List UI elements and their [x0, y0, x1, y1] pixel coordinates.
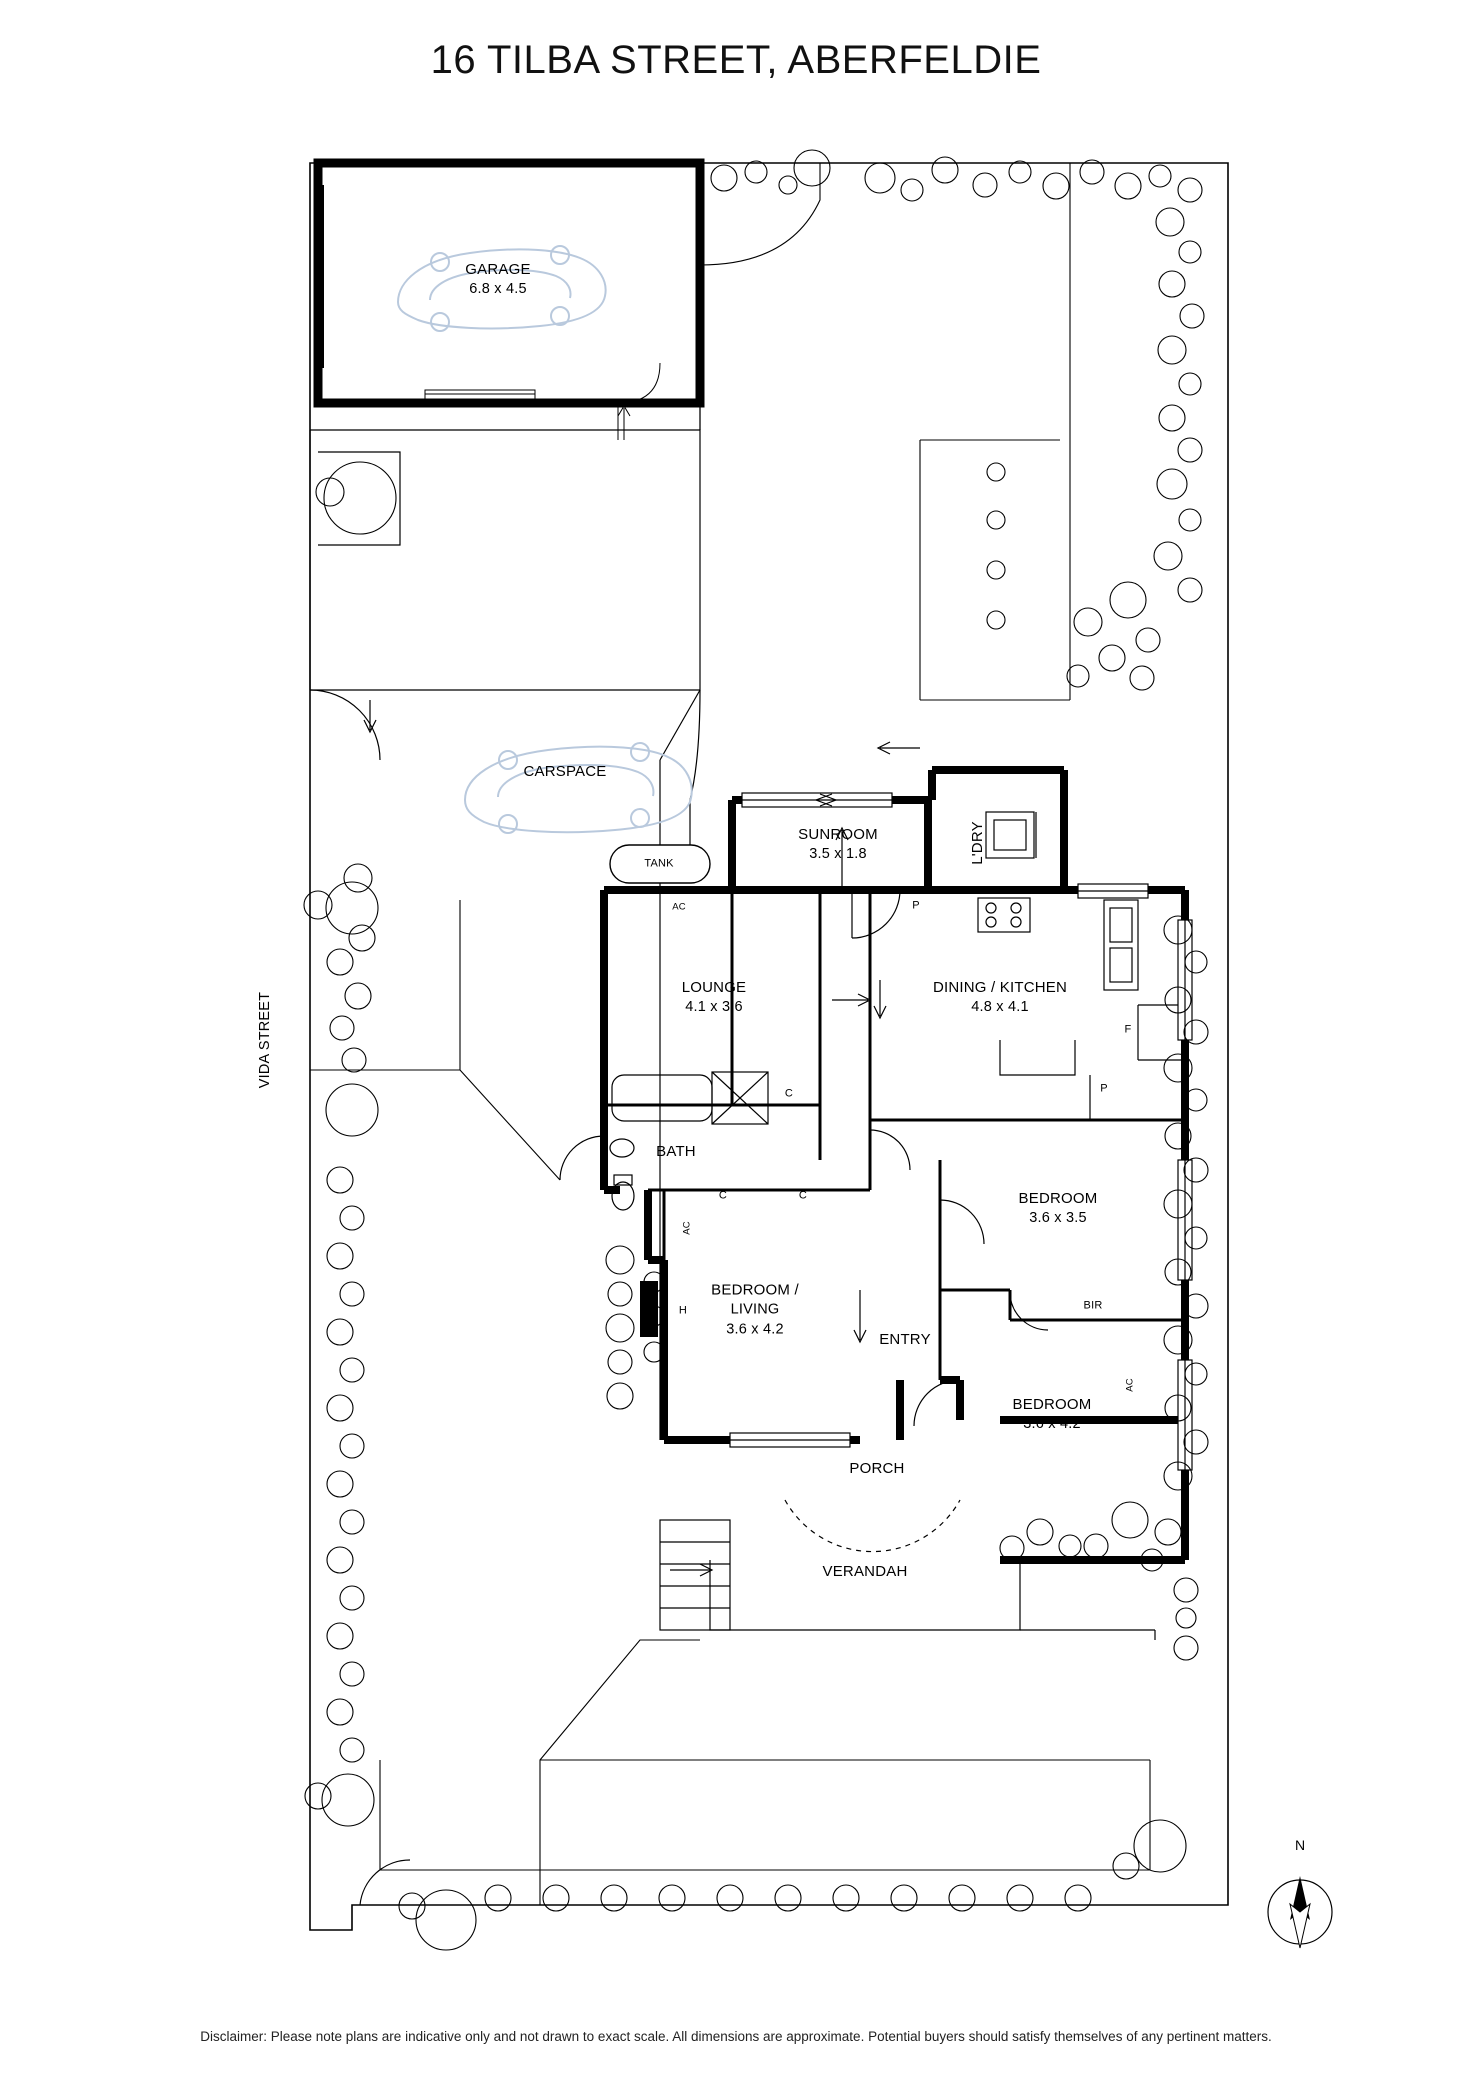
room-label-entry: ENTRY	[879, 1330, 931, 1348]
annotation-heater: H	[678, 1304, 688, 1317]
annotation-cupboard-2: C	[718, 1189, 728, 1202]
annotation-pantry-2: P	[1100, 1082, 1108, 1095]
disclaimer-text: Disclaimer: Please note plans are indicative only and not drawn to exact scale. All dimensions are approximate. Potential buyers should satisfy themselves of any pertinent matters.	[200, 2029, 1272, 2044]
annotation-ac-bedroom-2: AC	[1124, 1378, 1136, 1392]
room-label-bedroom-living: BEDROOM / LIVING 3.6 x 4.2	[711, 1281, 799, 1338]
room-label-bedroom-2: BEDROOM 3.6 x 4.2	[1012, 1396, 1092, 1433]
windows	[730, 793, 1192, 1470]
garage-structure	[318, 163, 700, 440]
interior-walls	[604, 890, 1185, 1440]
room-label-bedroom-1: BEDROOM 3.6 x 3.5	[1018, 1190, 1098, 1227]
street-label-vida-street: VIDA STREET	[257, 991, 274, 1089]
annotation-pantry-1: P	[912, 899, 920, 912]
laundry-fittings	[986, 812, 1036, 858]
annotation-fridge: F	[1124, 1023, 1132, 1036]
room-label-bath: BATH	[656, 1142, 696, 1160]
room-label-dining-kitchen: DINING / KITCHEN 4.8 x 4.1	[932, 979, 1068, 1016]
compass-rose	[1268, 1876, 1332, 1948]
annotation-cupboard-1: C	[784, 1087, 794, 1100]
site-boundary	[310, 163, 1228, 1930]
landscaping-shrubs	[304, 150, 1208, 1950]
front-steps	[660, 1520, 730, 1630]
room-label-carspace: CARSPACE	[523, 762, 607, 780]
heater-icon	[640, 1281, 658, 1337]
stepping-stones	[987, 463, 1005, 629]
carspace-car-icon	[465, 743, 692, 833]
room-label-sunroom: SUNROOM 3.5 x 1.8	[798, 826, 878, 863]
room-label-porch: PORCH	[849, 1459, 905, 1477]
room-label-garage: GARAGE 6.8 x 4.5	[465, 261, 531, 298]
verandah-outline	[710, 1560, 1155, 1640]
room-label-lounge: LOUNGE 4.1 x 3.6	[681, 979, 747, 1016]
annotation-built-in-robe: BIR	[1083, 1299, 1103, 1312]
garden-paths	[310, 163, 1150, 1905]
compass-north-label: N	[1294, 1837, 1306, 1853]
porch-arc	[785, 1500, 960, 1552]
annotation-cupboard-3: C	[798, 1189, 808, 1202]
room-label-laundry: L'DRY	[968, 821, 986, 865]
room-label-verandah: VERANDAH	[822, 1562, 908, 1580]
room-label-tank: TANK	[644, 857, 674, 870]
annotation-ac-lounge: AC	[672, 901, 686, 913]
page-title: 16 TILBA STREET, ABERFELDIE	[430, 38, 1042, 82]
annotation-ac-bedroom-living: AC	[681, 1221, 693, 1235]
